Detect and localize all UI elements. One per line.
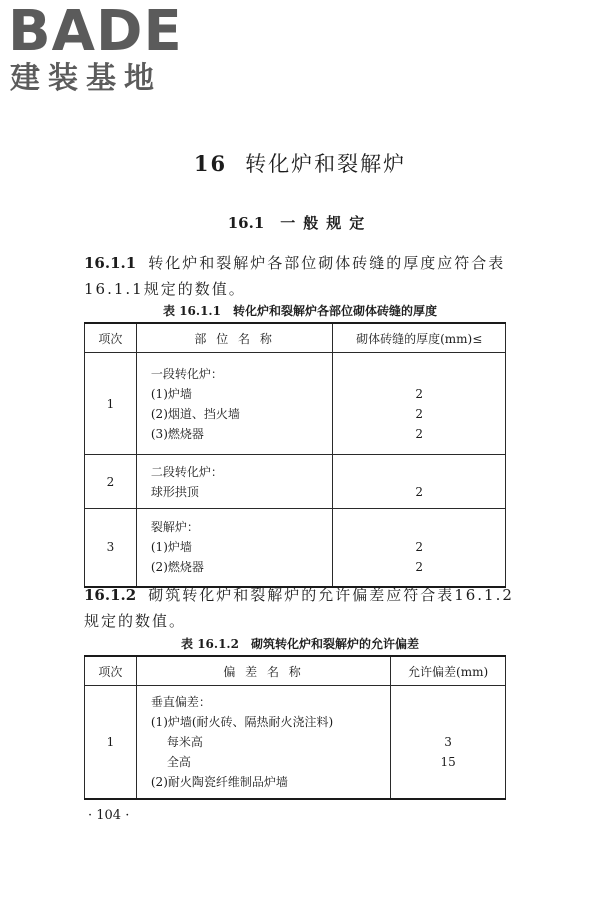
item-label: 垂直偏差： bbox=[150, 695, 211, 709]
item-value: 2 bbox=[415, 426, 424, 441]
item-value: 2 bbox=[415, 484, 424, 499]
item-value: 15 bbox=[440, 755, 456, 769]
column-header: 部 位 名 称 bbox=[136, 323, 333, 353]
table-caption bbox=[0, 302, 600, 319]
clause-text: 砌筑转化炉和裂解炉的允许偏差应符合表16.1.2规定的数值。 bbox=[84, 586, 514, 630]
row-items bbox=[136, 353, 333, 455]
table-row bbox=[85, 455, 506, 509]
item-label: 裂解炉： bbox=[150, 520, 199, 535]
column-header: 项次 bbox=[85, 323, 137, 353]
clause-16-1-1 bbox=[84, 250, 514, 302]
row-index: 3 bbox=[85, 509, 137, 587]
chapter-heading bbox=[0, 148, 600, 178]
table-row bbox=[85, 686, 506, 800]
row-index: 1 bbox=[85, 686, 137, 800]
logo-brand: BADE bbox=[8, 0, 183, 64]
item-label: (1)炉墙(耐火砖、隔热耐火浇注料) bbox=[150, 715, 334, 729]
item-value: 2 bbox=[415, 540, 424, 555]
column-header: 允许偏差(mm) bbox=[391, 656, 506, 686]
row-items bbox=[136, 509, 333, 587]
clause-code: 16.1.1 bbox=[84, 254, 137, 272]
chapter-number: 16 bbox=[193, 151, 228, 176]
item-value bbox=[333, 364, 505, 384]
row-values bbox=[333, 509, 506, 587]
item-label: 二段转化炉： bbox=[150, 464, 223, 479]
item-label: (2)烟道、挡火墙 bbox=[150, 406, 240, 421]
item-value: 3 bbox=[444, 735, 452, 749]
table-row bbox=[85, 353, 506, 455]
item-value bbox=[391, 712, 505, 732]
row-values bbox=[333, 353, 506, 455]
column-header: 砌体砖缝的厚度(mm)≤ bbox=[333, 323, 506, 353]
table-caption-code: 表 16.1.1 bbox=[163, 304, 221, 318]
table-caption-title: 转化炉和裂解炉各部位砌体砖缝的厚度 bbox=[232, 304, 437, 318]
item-value: 2 bbox=[415, 560, 424, 575]
tolerance-table bbox=[84, 655, 506, 800]
row-items bbox=[136, 686, 390, 800]
item-value: 2 bbox=[415, 406, 424, 421]
section-number: 16.1 bbox=[227, 214, 265, 232]
row-index: 2 bbox=[85, 455, 137, 509]
table-caption bbox=[0, 635, 600, 652]
item-value bbox=[333, 462, 505, 482]
item-label: (2)耐火陶瓷纤维制品炉墙 bbox=[150, 775, 288, 789]
item-label: 一段转化炉： bbox=[150, 366, 223, 381]
table-caption-title: 砌筑转化炉和裂解炉的允许偏差 bbox=[250, 637, 419, 651]
item-label: 每米高 bbox=[166, 735, 203, 749]
item-label: (1)炉墙 bbox=[150, 540, 192, 555]
table-row bbox=[85, 509, 506, 587]
row-values bbox=[391, 686, 506, 800]
section-title: 一般规定 bbox=[280, 214, 373, 232]
column-header: 项次 bbox=[85, 656, 137, 686]
item-label: (2)燃烧器 bbox=[150, 560, 204, 575]
joint-thickness-table bbox=[84, 322, 506, 588]
row-values bbox=[333, 455, 506, 509]
row-index: 1 bbox=[85, 353, 137, 455]
item-value bbox=[333, 517, 505, 537]
clause-text: 转化炉和裂解炉各部位砌体砖缝的厚度应符合表16.1.1规定的数值。 bbox=[84, 254, 506, 298]
item-value: 2 bbox=[415, 386, 424, 401]
logo-subtitle: 建装基地 bbox=[10, 61, 162, 96]
item-value bbox=[391, 772, 505, 792]
page-number: · 104 · bbox=[88, 808, 130, 823]
item-label: (1)炉墙 bbox=[150, 386, 192, 401]
chapter-title: 转化炉和裂解炉 bbox=[245, 152, 407, 176]
item-label: 球形拱顶 bbox=[150, 484, 199, 499]
clause-16-1-2 bbox=[84, 582, 514, 634]
item-label: (3)燃烧器 bbox=[150, 426, 204, 441]
table-header-row bbox=[85, 656, 506, 686]
table-caption-code: 表 16.1.2 bbox=[181, 637, 239, 651]
table-header-row bbox=[85, 323, 506, 353]
row-items bbox=[136, 455, 333, 509]
section-heading bbox=[0, 212, 600, 233]
column-header: 偏 差 名 称 bbox=[136, 656, 390, 686]
logo bbox=[8, 0, 183, 99]
item-value bbox=[391, 692, 505, 712]
item-label: 全高 bbox=[166, 755, 191, 769]
clause-code: 16.1.2 bbox=[84, 586, 137, 604]
